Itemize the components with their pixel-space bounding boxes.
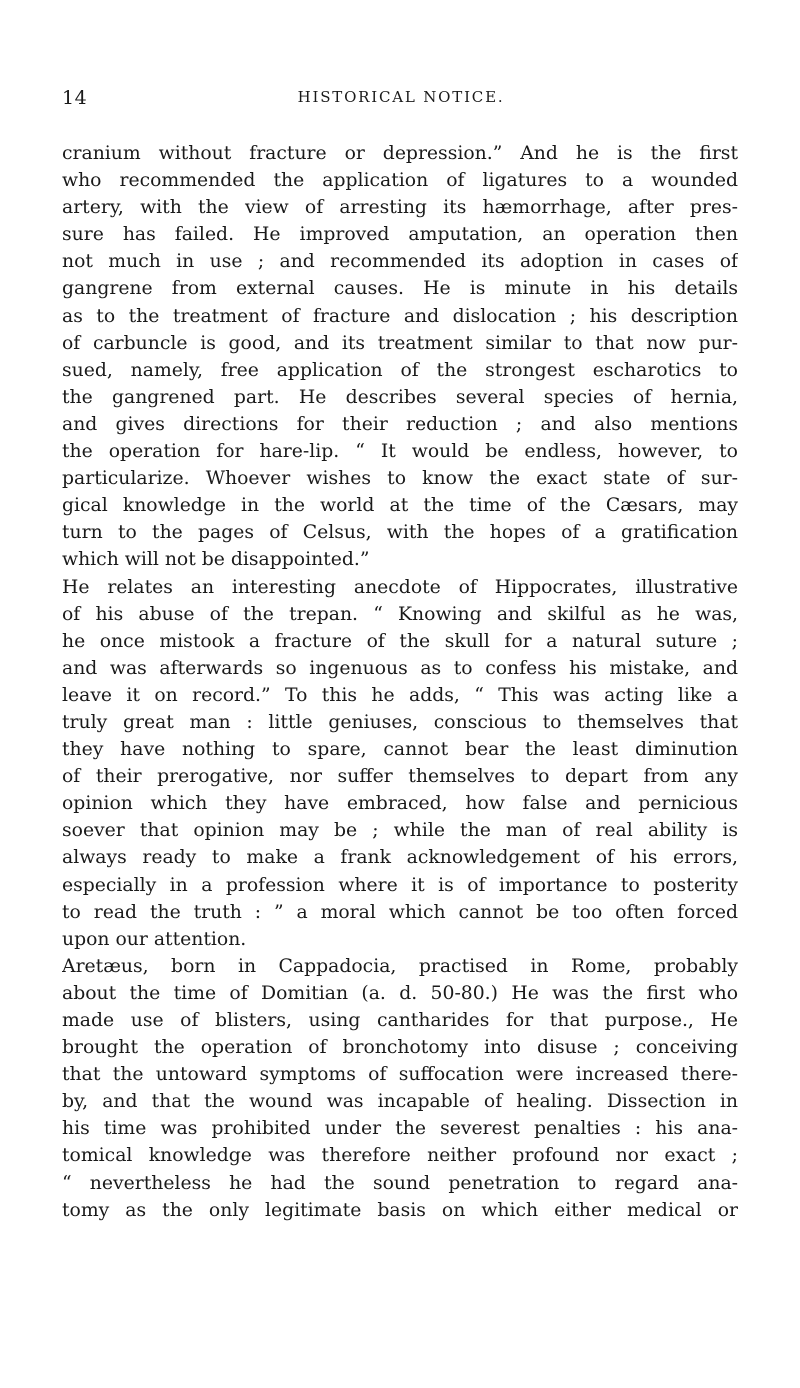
text-line: “ nevertheless he had the sound penetration to regard ana- [62, 1172, 738, 1194]
text-line: turn to the pages of Celsus, with the hopes of a gratification [62, 522, 738, 544]
text-line: particularize. Whoever wishes to know the exact state of sur- [62, 468, 738, 490]
text-line: Aretæus, born in Cappadocia, practised in Rome, probably [62, 955, 738, 977]
text-line: sure has failed. He improved amputation, an operation then [62, 224, 738, 246]
text-line: to read the truth : ” a moral which cannot be too often forced [62, 901, 738, 923]
text-line: by, and that the wound was incapable of healing. Dissection in [62, 1091, 738, 1113]
text-line: and was afterwards so ingenuous as to confess his mistake, and [62, 657, 738, 679]
text-line: as to the treatment of fracture and dislocation ; his description [62, 305, 738, 327]
text-line: brought the operation of bronchotomy into disuse ; conceiving [62, 1037, 738, 1059]
text-line: opinion which they have embraced, how false and pernicious [62, 793, 738, 815]
text-line: he once mistook a fracture of the skull for a natural suture ; [62, 630, 738, 652]
text-line: soever that opinion may be ; while the man of real ability is [62, 820, 738, 842]
text-line: of his abuse of the trepan. “ Knowing and skilful as he was, [62, 603, 738, 625]
text-line: and gives directions for their reduction ; and also mentions [62, 413, 738, 435]
text-line: who recommended the application of ligatures to a wounded [62, 170, 738, 192]
text-line: sued, namely, free application of the strongest escharotics to [62, 359, 738, 381]
text-line: that the untoward symptoms of suffocation were increased there- [62, 1064, 738, 1086]
text-line: gical knowledge in the world at the time of the Cæsars, may [62, 495, 738, 517]
text-line: of carbuncle is good, and its treatment similar to that now pur- [62, 332, 738, 354]
text-line: tomical knowledge was therefore neither profound nor exact ; [62, 1145, 738, 1167]
text-line: leave it on record.” To this he adds, “ This was acting like a [62, 684, 738, 706]
text-line: tomy as the only legitimate basis on which either medical or [62, 1199, 738, 1221]
text-line: which will not be disappointed.” [62, 549, 370, 571]
running-head [62, 87, 740, 111]
text-line: cranium without fracture or depression.” And he is the first [62, 143, 738, 164]
body-text [62, 140, 738, 1224]
text-line: He relates an interesting anecdote of Hippocrates, illustrative [62, 576, 738, 598]
text-line: made use of blisters, using cantharides for that purpose., He [62, 1010, 738, 1031]
text-line: always ready to make a frank acknowledgement of his errors, [62, 847, 738, 869]
text-line: artery, with the view of arresting its hæmorrhage, after pres- [62, 197, 738, 219]
text-line: not much in use ; and recommended its adoption in cases of [62, 251, 738, 273]
text-line: the gangrened part. He describes several species of hernia, [62, 386, 738, 408]
text-line: gangrene from external causes. He is minute in his details [62, 278, 738, 300]
text-line: of their prerogative, nor suffer themselves to depart from any [62, 766, 738, 788]
text-line: especially in a profession where it is of importance to posterity [62, 874, 738, 896]
text-line: truly great man : little geniuses, conscious to themselves that [62, 711, 738, 733]
text-line: upon our attention. [62, 928, 247, 950]
text-line: the operation for hare-lip. “ It would be endless, however, to [62, 441, 738, 463]
running-title: HISTORICAL NOTICE. [297, 88, 505, 106]
text-line: his time was prohibited under the severest penalties : his ana- [62, 1118, 738, 1140]
text-line: they have nothing to spare, cannot bear the least diminution [62, 739, 738, 761]
text-line: about the time of Domitian (a. d. 50-80.) He was the first who [62, 982, 738, 1004]
page-number: 14 [62, 87, 88, 109]
